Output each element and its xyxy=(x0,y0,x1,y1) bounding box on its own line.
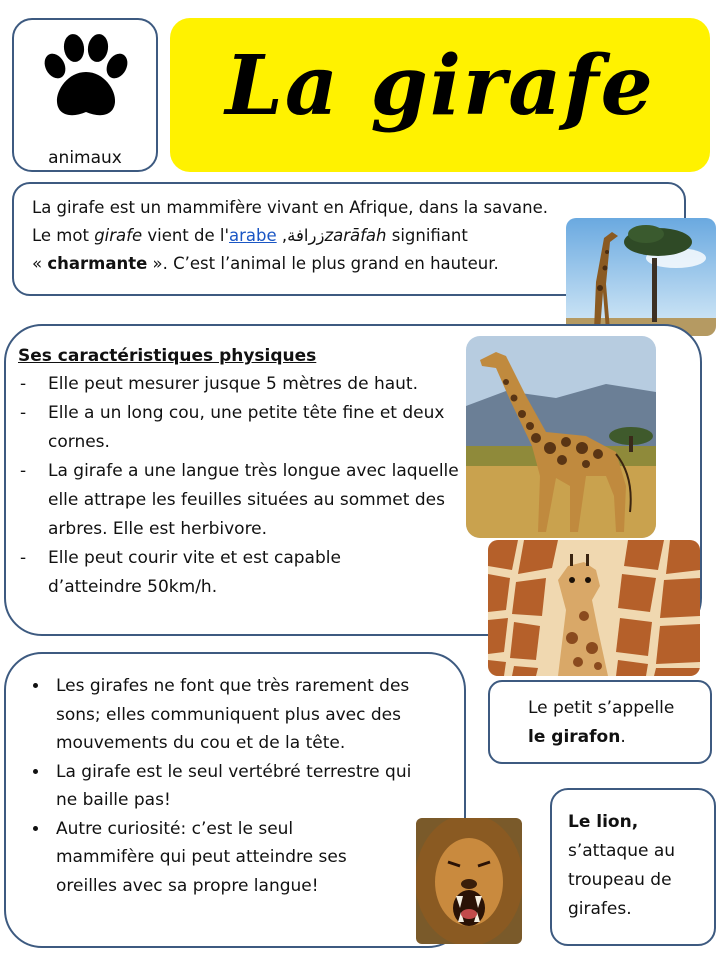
giraffe-calf-photo xyxy=(488,540,700,676)
lion-title: Le lion, xyxy=(568,812,639,832)
intro-line-3: « charmante ». C’est l’animal le plus grand en hauteur. xyxy=(32,254,499,273)
lion-photo xyxy=(416,818,522,944)
page-title: La girafe xyxy=(225,38,655,134)
physical-heading: Ses caractéristiques physiques xyxy=(18,346,317,366)
lion-text: s’attaque au troupeau de girafes. xyxy=(568,841,676,919)
list-item: - Elle peut courir vite et est capable d’atteindre 50km/h. xyxy=(18,544,418,602)
paw-icon xyxy=(36,30,136,126)
transliteration: zarāfah xyxy=(324,226,387,245)
facts-box xyxy=(4,652,466,948)
physical-list xyxy=(18,370,473,602)
facts-list xyxy=(6,672,424,900)
giraffe-tree-photo xyxy=(566,218,716,336)
list-item: • Autre curiosité: c’est le seul mammifère qui peut atteindre ses oreilles avec sa propre langue! xyxy=(50,815,424,901)
list-item: • La girafe est le seul vertébré terrestre qui ne baille pas! xyxy=(50,758,424,815)
arabe-link[interactable]: arabe xyxy=(229,226,277,245)
word-charmante: charmante xyxy=(47,254,148,273)
baby-line-1: Le petit s’appelle xyxy=(528,698,675,718)
baby-box xyxy=(488,680,712,764)
word-girafe: girafe xyxy=(94,226,143,245)
girafon-word: le girafon xyxy=(528,727,621,747)
list-item: - La girafe a une langue très longue avec laquelle elle attrape les feuilles situées au sommet des arbres. Elle est herbivore. xyxy=(18,457,473,544)
list-item: • Les girafes ne font que très rarement des sons; elles communiquent plus avec des mouvements du cou et de la tête. xyxy=(50,672,424,758)
intro-line-2: Le mot girafe vient de l'arabe ,زرافةzarāfah signifiant xyxy=(32,226,468,245)
category-label: animaux xyxy=(48,148,122,168)
intro-line-1: La girafe est un mammifère vivant en Afrique, dans la savane. xyxy=(32,198,548,217)
list-item: - Elle a un long cou, une petite tête fine et deux cornes. xyxy=(18,399,473,457)
standing-giraffe-photo xyxy=(466,336,656,538)
lion-box xyxy=(550,788,716,946)
list-item: - Elle peut mesurer jusque 5 mètres de haut. xyxy=(18,370,473,399)
title-banner xyxy=(170,18,710,172)
arabic-word: زرافة xyxy=(287,226,325,245)
category-box xyxy=(12,18,158,172)
baby-line-2: le girafon. xyxy=(528,727,626,747)
